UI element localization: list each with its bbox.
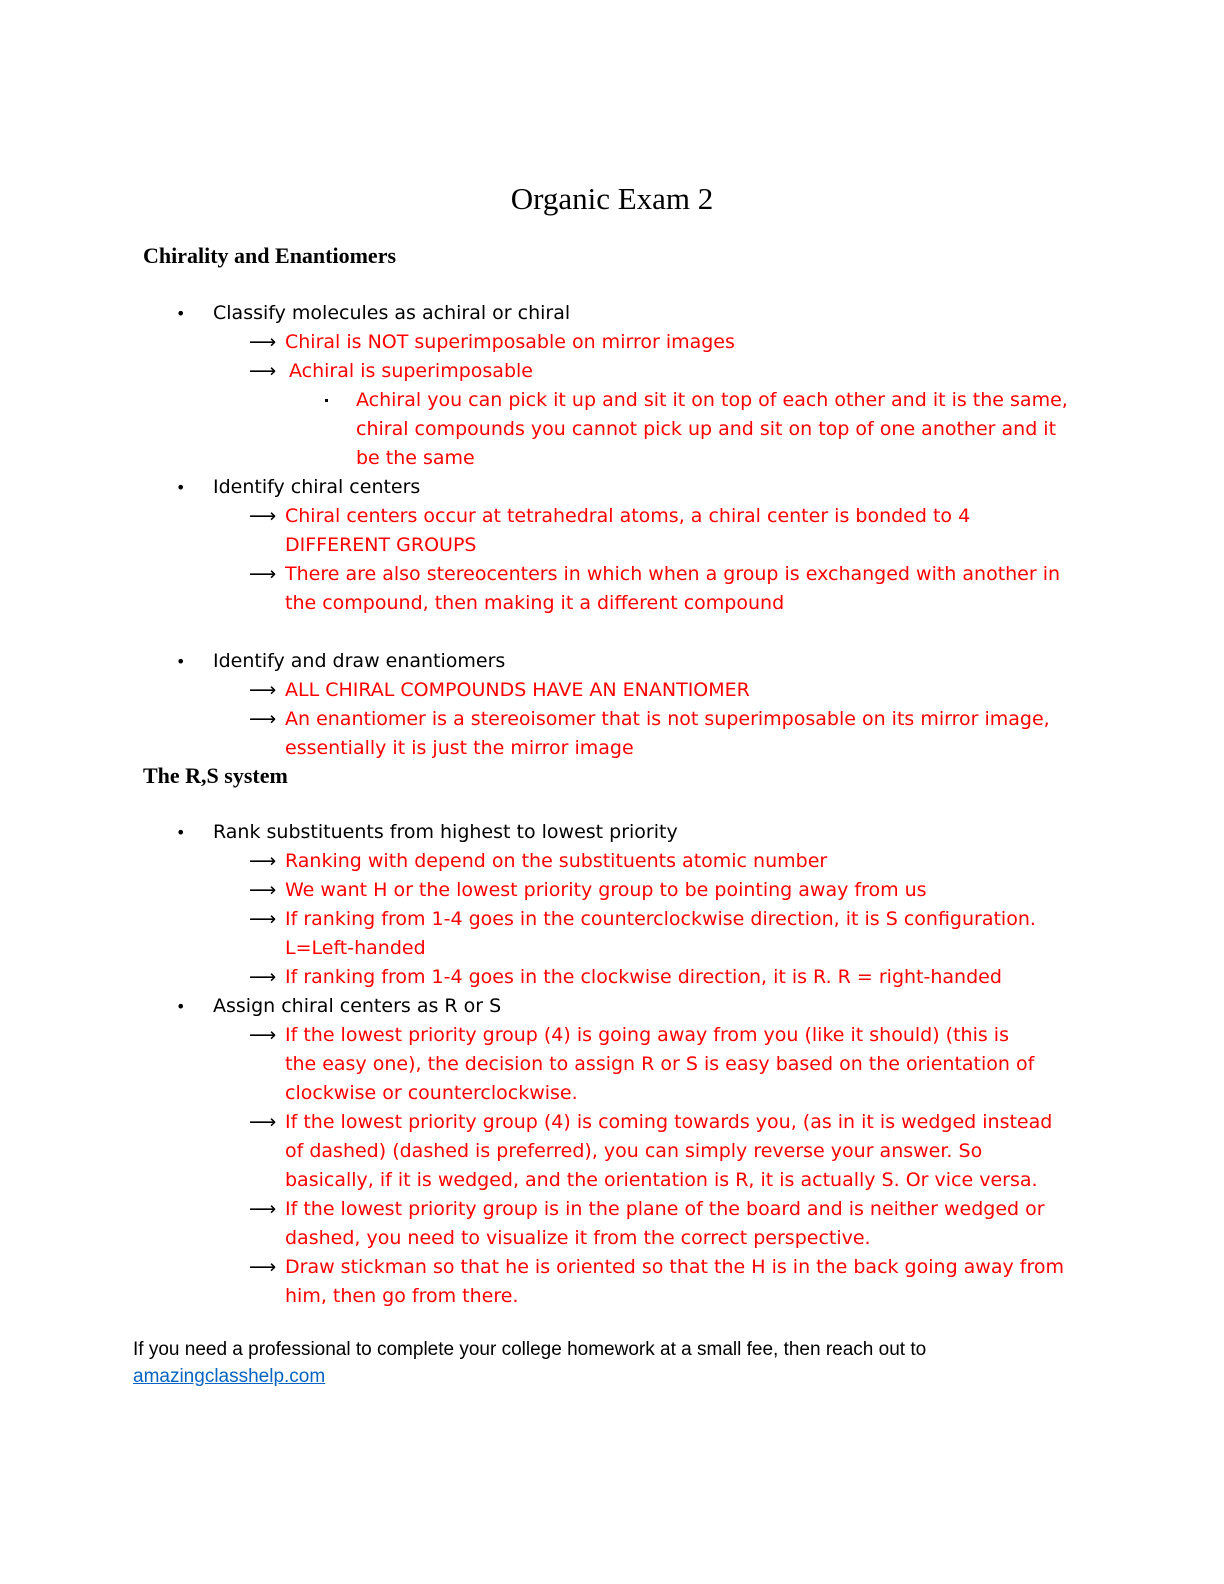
sub-item bbox=[0, 1021, 1224, 1108]
bullet-item bbox=[0, 992, 1224, 1021]
sub-item-text: An enantiomer is a stereoisomer that is not superimposable on its mirror image, essentially it is just the mirror image bbox=[285, 708, 1050, 759]
page-title: Organic Exam 2 bbox=[510, 181, 714, 216]
arrow-icon: ⟶ bbox=[249, 505, 277, 527]
bullet-item bbox=[0, 818, 1224, 847]
bullet-dot-icon: • bbox=[176, 478, 186, 497]
arrow-icon: ⟶ bbox=[249, 908, 277, 930]
bullet-dot-icon: • bbox=[176, 823, 186, 842]
arrow-icon: ⟶ bbox=[249, 679, 277, 701]
sub-sub-item bbox=[0, 386, 1224, 473]
spacer bbox=[0, 618, 1224, 647]
sub-item-text: Ranking with depend on the substituents atomic number bbox=[285, 850, 828, 872]
arrow-icon: ⟶ bbox=[249, 331, 277, 353]
sub-item-text: Draw stickman so that he is oriented so that the H is in the back going away from him, then go from there. bbox=[285, 1256, 1064, 1307]
section-chirality-list bbox=[0, 299, 1224, 763]
arrow-icon: ⟶ bbox=[249, 360, 277, 382]
bullet-text: Assign chiral centers as R or S bbox=[213, 995, 502, 1017]
arrow-icon: ⟶ bbox=[249, 1198, 277, 1220]
sub-item-text: If the lowest priority group is in the plane of the board and is neither wedged or dashed, you need to visualize it from the correct perspective. bbox=[285, 1198, 1045, 1249]
section-heading-chirality: Chirality and Enantiomers bbox=[143, 243, 397, 268]
sub-item-text: There are also stereocenters in which when a group is exchanged with another in the compound, then making it a different compound bbox=[285, 563, 1061, 614]
arrow-icon: ⟶ bbox=[249, 563, 277, 585]
sub-item bbox=[0, 905, 1224, 963]
arrow-icon: ⟶ bbox=[249, 1024, 277, 1046]
sub-item bbox=[0, 1108, 1224, 1195]
footer-text: If you need a professional to complete your college homework at a small fee, then reach out to bbox=[133, 1339, 927, 1360]
section-heading-rs-system: The R,S system bbox=[143, 763, 288, 788]
sub-item-text: If the lowest priority group (4) is going away from you (like it should) (this is the easy one), the decision to assign R or S is easy based on the orientation of clockwise or counterclockwise. bbox=[285, 1024, 1035, 1104]
sub-sub-item-text: Achiral you can pick it up and sit it on top of each other and it is the same, chiral compounds you cannot pick up and sit on top of one another and it be the same bbox=[356, 389, 1068, 469]
bullet-dot-icon: • bbox=[176, 997, 186, 1016]
bullet-text: Rank substituents from highest to lowest priority bbox=[213, 821, 678, 843]
square-bullet-icon bbox=[325, 399, 328, 402]
sub-item-text: Achiral is superimposable bbox=[289, 360, 533, 382]
sub-item-text: We want H or the lowest priority group to be pointing away from us bbox=[285, 879, 927, 901]
arrow-icon: ⟶ bbox=[249, 1256, 277, 1278]
bullet-item bbox=[0, 473, 1224, 502]
sub-item-text: Chiral centers occur at tetrahedral atoms, a chiral center is bonded to 4 DIFFERENT GROUPS bbox=[285, 505, 971, 556]
arrow-icon: ⟶ bbox=[249, 708, 277, 730]
sub-item bbox=[0, 676, 1224, 705]
sub-item-text: Chiral is NOT superimposable on mirror images bbox=[285, 331, 735, 353]
footer-link[interactable]: amazingclasshelp.com bbox=[133, 1366, 326, 1387]
bullet-text: Identify and draw enantiomers bbox=[213, 650, 506, 672]
bullet-item bbox=[0, 299, 1224, 328]
sub-item bbox=[0, 357, 1224, 386]
arrow-icon: ⟶ bbox=[249, 1111, 277, 1133]
sub-item bbox=[0, 847, 1224, 876]
sub-item bbox=[0, 502, 1224, 560]
arrow-icon: ⟶ bbox=[249, 850, 277, 872]
bullet-text: Classify molecules as achiral or chiral bbox=[213, 302, 571, 324]
arrow-icon: ⟶ bbox=[249, 879, 277, 901]
bullet-text: Identify chiral centers bbox=[213, 476, 421, 498]
sub-item-text: If ranking from 1-4 goes in the counterclockwise direction, it is S configuration. L=Left-handed bbox=[285, 908, 1036, 959]
sub-item bbox=[0, 1195, 1224, 1253]
sub-item bbox=[0, 876, 1224, 905]
sub-item bbox=[0, 705, 1224, 763]
sub-item bbox=[0, 963, 1224, 992]
sub-item-text: If ranking from 1-4 goes in the clockwise direction, it is R. R = right-handed bbox=[285, 966, 1002, 988]
section-rs-list bbox=[0, 818, 1224, 1311]
arrow-icon: ⟶ bbox=[249, 966, 277, 988]
sub-item bbox=[0, 1253, 1224, 1311]
footer-note bbox=[133, 1336, 1093, 1390]
sub-item-text: If the lowest priority group (4) is coming towards you, (as in it is wedged instead of dashed) (dashed is preferred), you can simply reverse your answer. So basically, if it is wedged, and the orientation is R, it is actually S. Or vice versa. bbox=[285, 1111, 1053, 1191]
bullet-dot-icon: • bbox=[176, 304, 186, 323]
bullet-item bbox=[0, 647, 1224, 676]
sub-item-text: ALL CHIRAL COMPOUNDS HAVE AN ENANTIOMER bbox=[285, 679, 750, 701]
bullet-dot-icon: • bbox=[176, 652, 186, 671]
sub-item bbox=[0, 328, 1224, 357]
sub-item bbox=[0, 560, 1224, 618]
